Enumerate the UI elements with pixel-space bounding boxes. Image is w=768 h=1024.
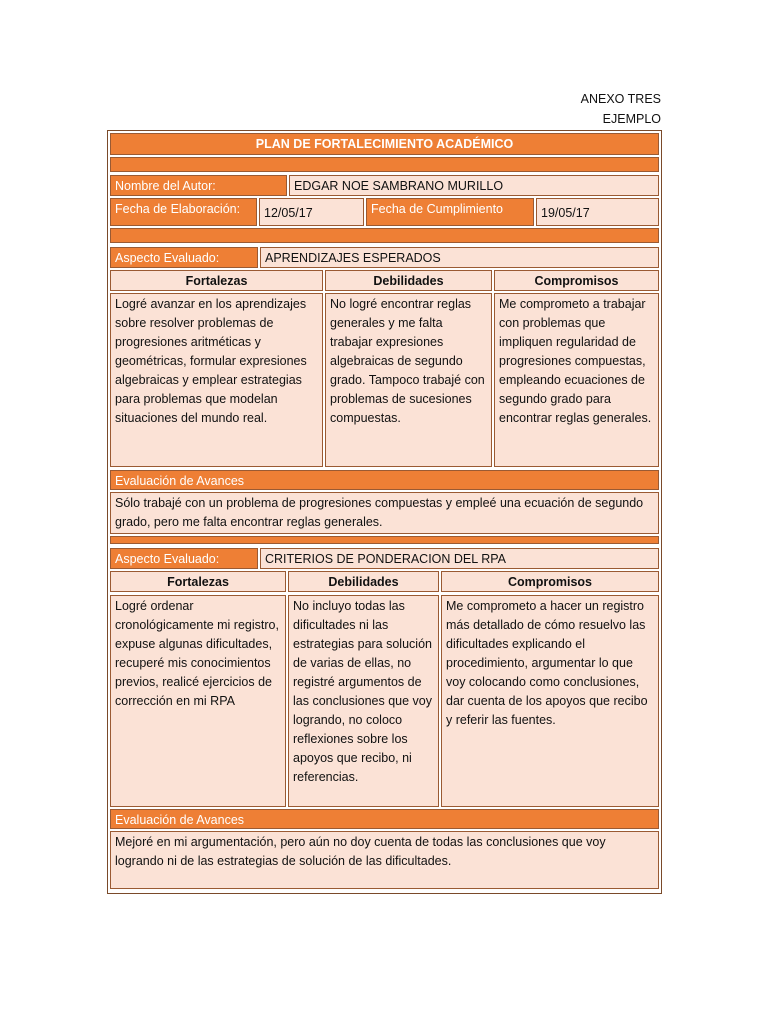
aspect-label: Aspecto Evaluado:: [110, 247, 258, 268]
progress-text: Mejoré en mi argumentación, pero aún no doy cuenta de todas las conclusiones que voy logrando ni de las estrategias de solución de las dificultades.: [110, 831, 659, 889]
strengths-header: Fortalezas: [110, 571, 286, 592]
elaboration-date-value: 12/05/17: [259, 198, 364, 226]
due-date-value: 19/05/17: [536, 198, 659, 226]
weaknesses-text: No incluyo todas las dificultades ni las estrategias para solución de varias de ellas, no registré argumentos de las conclusiones que voy logrando, no coloco reflexiones sobre los apoyos que recibo, ni referencias.: [288, 595, 439, 807]
strengths-text: Logré avanzar en los aprendizajes sobre resolver problemas de progresiones aritméticas y geométricas, formular expresiones algebraicas y emplear estrategias para problemas que modelan situaciones del mundo real.: [110, 293, 323, 467]
spacer-bar: [110, 157, 659, 172]
aspect-label: Aspecto Evaluado:: [110, 548, 258, 569]
progress-label: Evaluación de Avances: [110, 809, 659, 829]
progress-text: Sólo trabajé con un problema de progresiones compuestas y empleé una ecuación de segundo grado, pero me falta encontrar reglas generales.: [110, 492, 659, 534]
weaknesses-header: Debilidades: [288, 571, 439, 592]
strengths-header: Fortalezas: [110, 270, 323, 291]
spacer-bar: [110, 536, 659, 544]
weaknesses-text: No logré encontrar reglas generales y me falta trabajar expresiones algebraicas de segundo grado. Tampoco trabajé con problemas de sucesiones compuestas.: [325, 293, 492, 467]
commitments-text: Me comprometo a trabajar con problemas que impliquen regularidad de progresiones compuestas, empleando ecuaciones de segundo grado para encontrar reglas generales.: [494, 293, 659, 467]
academic-plan-table: [107, 130, 662, 894]
spacer-bar: [110, 228, 659, 243]
commitments-text: Me comprometo a hacer un registro más detallado de cómo resuelvo las dificultades explicando el procedimiento, argumentar lo que voy colocando como conclusiones, dar cuenta de los apoyos que recibo y referir las fuentes.: [441, 595, 659, 807]
progress-label: Evaluación de Avances: [110, 470, 659, 490]
weaknesses-header: Debilidades: [325, 270, 492, 291]
commitments-header: Compromisos: [441, 571, 659, 592]
aspect-value: CRITERIOS DE PONDERACION DEL RPA: [260, 548, 659, 569]
plan-title: PLAN DE FORTALECIMIENTO ACADÉMICO: [110, 133, 659, 155]
aspect-value: APRENDIZAJES ESPERADOS: [260, 247, 659, 268]
example-heading: EJEMPLO: [602, 112, 661, 126]
due-date-label: Fecha de Cumplimiento: [366, 198, 534, 226]
strengths-text: Logré ordenar cronológicamente mi registro, expuse algunas dificultades, recuperé mis conocimientos previos, realicé ejercicios de corrección en mi RPA: [110, 595, 286, 807]
author-value: EDGAR NOE SAMBRANO MURILLO: [289, 175, 659, 196]
annex-heading: ANEXO TRES: [580, 92, 661, 106]
elaboration-date-label: Fecha de Elaboración:: [110, 198, 257, 226]
author-label: Nombre del Autor:: [110, 175, 287, 196]
commitments-header: Compromisos: [494, 270, 659, 291]
